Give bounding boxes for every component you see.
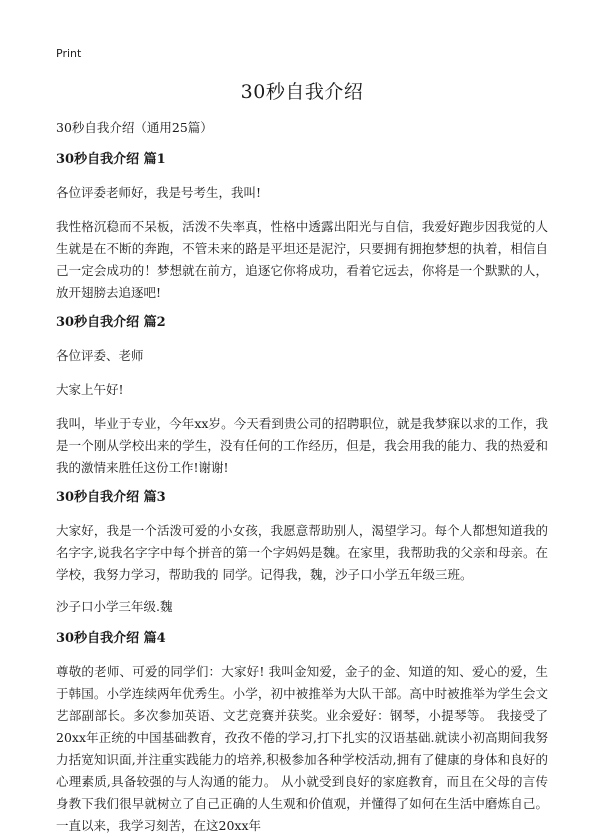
section-heading: 30秒自我介绍 篇1 (56, 152, 166, 167)
section-2 (56, 314, 548, 479)
section-heading: 30秒自我介绍 篇4 (56, 631, 166, 646)
paragraph: 尊敬的老师、可爱的同学们：大家好! 我叫金知爱，金子的金、知道的知、爱心的爱，生于韩国。小学连续两年优秀生。小学，初中被推举为大队干部。高中时被推举为学生会文艺部副部长。多次参加英语、文艺竞赛并获奖。业余爱好：钢琴，小提琴等。 我接受了20xx年正统的中国基础教育，孜孜不倦的学习,打下扎实的汉语基础.就读小初高期间我努力括宽知识面,并注重实践能力的培养,积极参加各种学校活动,拥有了健康的身体和良好的心理素质,具备较强的与人沟通的能力。 从小就受到良好的家庭教育，而且在父母的言传身教下我们很早就树立了自己正确的人生观和价值观，并懂得了如何在生活中磨炼自己。一直以来，我学习刻苦，在这20xx年 (56, 664, 548, 833)
paragraph: 各位评委、老师 (56, 348, 144, 363)
section-heading: 30秒自我介绍 篇2 (56, 315, 166, 330)
print-label: Print (56, 47, 82, 60)
document-subtitle: 30秒自我介绍（通用25篇） (56, 120, 213, 135)
section-1 (56, 151, 548, 304)
paragraph: 沙子口小学三年级.魏 (56, 599, 173, 614)
paragraph: 各位评委老师好，我是号考生，我叫! (56, 185, 262, 200)
document-title: 30秒自我介绍 (240, 81, 364, 103)
paragraph: 大家好，我是一个活泼可爱的小女孩，我愿意帮助别人，渴望学习。每个人都想知道我的名字字,说我名字字中每个拼音的第一个字妈妈是魏。在家里，我帮助我的父亲和母亲。在学校，我努力学习，帮助我的 同学。记得我，魏，沙子口小学五年级三班。 (56, 523, 548, 582)
paragraph: 我性格沉稳而不呆板，活泼不失率真，性格中透露出阳光与自信，我爱好跑步因我觉的人生就是在不断的奔跑，不管未来的路是平坦还是泥泞，只要拥有拥抱梦想的执着，相信自己一定会成功的！梦想就在前方，追逐它你将成功，看着它远去，你将是一个默默的人，放开翅膀去追逐吧! (56, 219, 548, 300)
section-3 (56, 489, 548, 618)
paragraph: 大家上午好! (56, 382, 124, 397)
section-heading: 30秒自我介绍 篇3 (56, 490, 166, 505)
section-4 (56, 630, 548, 837)
paragraph: 我叫，毕业于专业，今年xx岁。今天看到贵公司的招聘职位，就是我梦寐以求的工作，我是一个刚从学校出来的学生，没有任何的工作经历，但是，我会用我的能力、我的热爱和我的激情来胜任这份工作!谢谢! (56, 416, 548, 475)
